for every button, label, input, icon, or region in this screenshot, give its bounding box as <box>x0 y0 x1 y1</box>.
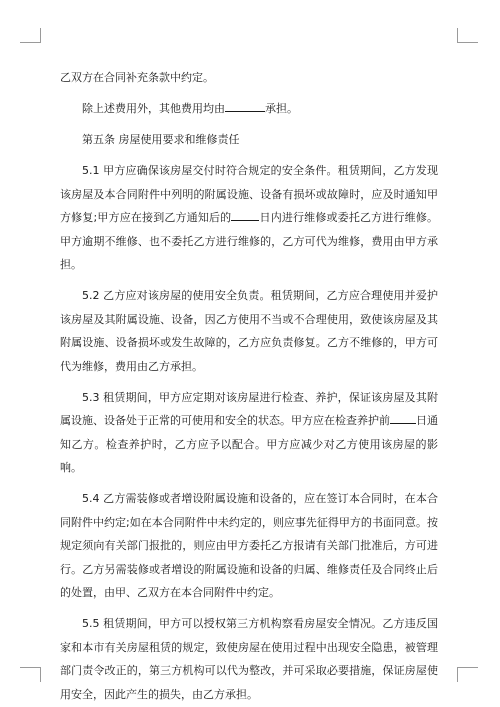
clause-text: 5.3 租赁期间，甲方应定期对该房屋进行检查、养护，保证该房屋及其附属设施、设备处于正常的可使用和安全的状态。甲方应在检查养护前 <box>60 390 438 427</box>
crop-mark-bottom-right <box>457 667 478 682</box>
clause-5-2 <box>60 284 438 378</box>
section-heading <box>60 128 438 152</box>
paragraph-text: 除上述费用外，其他费用均由 <box>82 102 225 115</box>
clause-text: 日内进行维修或委托乙方进行维修。甲方逾期不维修、也不委托乙方进行维修的，乙方可代为维修，费用由甲方承担。 <box>60 211 438 271</box>
clause-5-5 <box>60 612 438 706</box>
clause-5-4 <box>60 487 438 605</box>
clause-text: 5.4 乙方需装修或者增设附属设施和设备的，应在签订本合同时，在本合同附件中约定;如在本合同附件中未约定的，则应事先征得甲方的书面同意。按规定须向有关部门报批的，则应由甲方委托乙方报请有关部门批准后，方可进行。乙方另需装修或者增设的附属设施和设备的归属、维修责任及合同终止后的处置，由甲、乙双方在本合同附件中约定。 <box>60 492 438 599</box>
crop-mark-bottom-left <box>20 667 41 682</box>
clause-5-3 <box>60 386 438 480</box>
clause-5-1 <box>60 159 438 277</box>
paragraph-text: 承担。 <box>265 102 298 115</box>
paragraph-text: 乙双方在合同补充条款中约定。 <box>60 71 214 84</box>
crop-mark-top-left <box>20 28 41 43</box>
blank-fill-line[interactable] <box>231 208 259 221</box>
clause-text: 5.2 乙方应对该房屋的使用安全负责。租赁期间，乙方应合理使用并爱护该房屋及其附属设施、设备，因乙方使用不当或不合理使用，致使该房屋及其附属设施、设备损坏或发生故障的，乙方应负责修复。乙方不维修的，甲方可代为维修，费用由乙方承担。 <box>60 289 438 373</box>
blank-fill-line[interactable] <box>225 99 265 112</box>
clause-text: 5.5 租赁期间，甲方可以授权第三方机构察看房屋安全情况。乙方违反国家和本市有关房屋租赁的规定，致使房屋在使用过程中出现安全隐患，被管理部门责令改正的，第三方机构可以代为整改，并可采取必要措施，保证房屋使用安全，因此产生的损失，由乙方承担。 <box>60 617 438 701</box>
clause-text: 5.1 甲方应确保该房屋交付时符合规定的安全条件。租赁期间，乙方发现该房屋及本合同附件中列明的附属设施、设备有损坏或故障时，应及时通知甲方修复;甲方应在接到乙方通知后的 <box>60 164 438 224</box>
clause-text: 日通知乙方。检查养护时，乙方应予以配合。甲方应减少对乙方使用该房屋的影响。 <box>60 414 438 474</box>
heading-text: 第五条 房屋使用要求和维修责任 <box>82 133 240 146</box>
crop-mark-top-right <box>457 28 478 43</box>
blank-fill-line[interactable] <box>390 411 416 424</box>
paragraph-other-fees <box>60 97 438 121</box>
paragraph-continuation <box>60 66 438 90</box>
document-body <box>60 66 438 706</box>
